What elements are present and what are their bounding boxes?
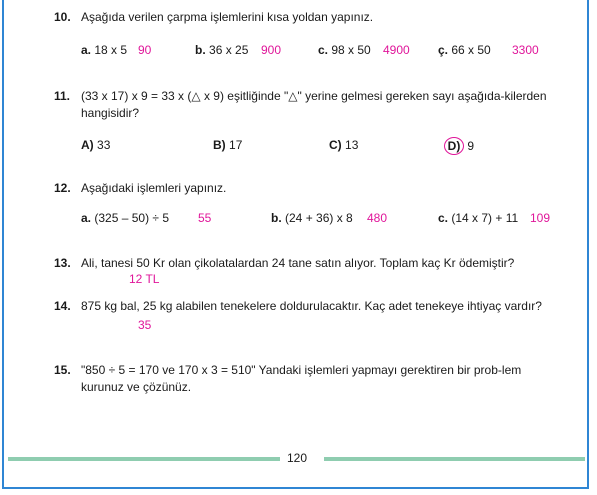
item-10cc: ç. 66 x 50 <box>438 43 491 57</box>
page-frame <box>2 0 589 489</box>
item-10b: b. 36 x 25 <box>195 43 249 57</box>
question-number: 14. <box>54 299 71 313</box>
item-10a: a. 18 x 5 <box>81 43 128 57</box>
question-text: "850 ÷ 5 = 170 ve 170 x 3 = 510" Yandaki işlemleri yapmayı gerektiren bir prob-lem kurunuz ve çözünüz. <box>81 363 522 394</box>
question-text: (33 x 17) x 9 = 33 x (△ x 9) eşitliğinde "△" yerine gelmesi gereken sayı aşağıda-kilerden hangisidir? <box>81 89 547 120</box>
answer-10a: 90 <box>138 43 152 57</box>
option-d: D) 9 <box>448 137 474 155</box>
item-12b: b. (24 + 36) x 8 <box>271 211 353 225</box>
question-text: Aşağıda verilen çarpma işlemlerini kısa yoldan yapınız. <box>81 10 374 24</box>
question-number: 10. <box>54 10 71 24</box>
answer-10cc: 3300 <box>512 43 539 57</box>
answer-10b: 900 <box>261 43 282 57</box>
selected-answer-circle: D) <box>444 137 464 155</box>
option-b: B) 17 <box>213 138 243 152</box>
question-text: 875 kg bal, 25 kg alabilen tenekelere doldurulacaktır. Kaç adet tenekeye ihtiyaç vardır? <box>81 299 542 313</box>
question-number: 12. <box>54 181 71 195</box>
answer-10c: 4900 <box>383 43 410 57</box>
question-text: Ali, tanesi 50 Kr olan çikolatalardan 24 tane satın alıyor. Toplam kaç Kr ödemiştir? <box>81 256 515 270</box>
option-a: A) 33 <box>81 138 111 152</box>
footer-rule-left <box>8 457 280 461</box>
question-number: 11. <box>54 89 71 103</box>
answer-12c: 109 <box>530 211 551 225</box>
option-c: C) 13 <box>329 138 359 152</box>
page-number: 120 <box>287 451 308 465</box>
footer-rule-right <box>324 457 585 461</box>
item-12c: c. (14 x 7) + 11 <box>438 211 519 225</box>
answer-12b: 480 <box>367 211 388 225</box>
question-number: 15. <box>54 363 71 377</box>
question-text: Aşağıdaki işlemleri yapınız. <box>81 181 227 195</box>
question-number: 13. <box>54 256 71 270</box>
item-12a: a. (325 – 50) ÷ 5 <box>81 211 169 225</box>
item-10c: c. 98 x 50 <box>318 43 371 57</box>
answer-12a: 55 <box>198 211 212 225</box>
answer-13: 12 TL <box>129 272 160 286</box>
answer-14: 35 <box>138 318 152 332</box>
